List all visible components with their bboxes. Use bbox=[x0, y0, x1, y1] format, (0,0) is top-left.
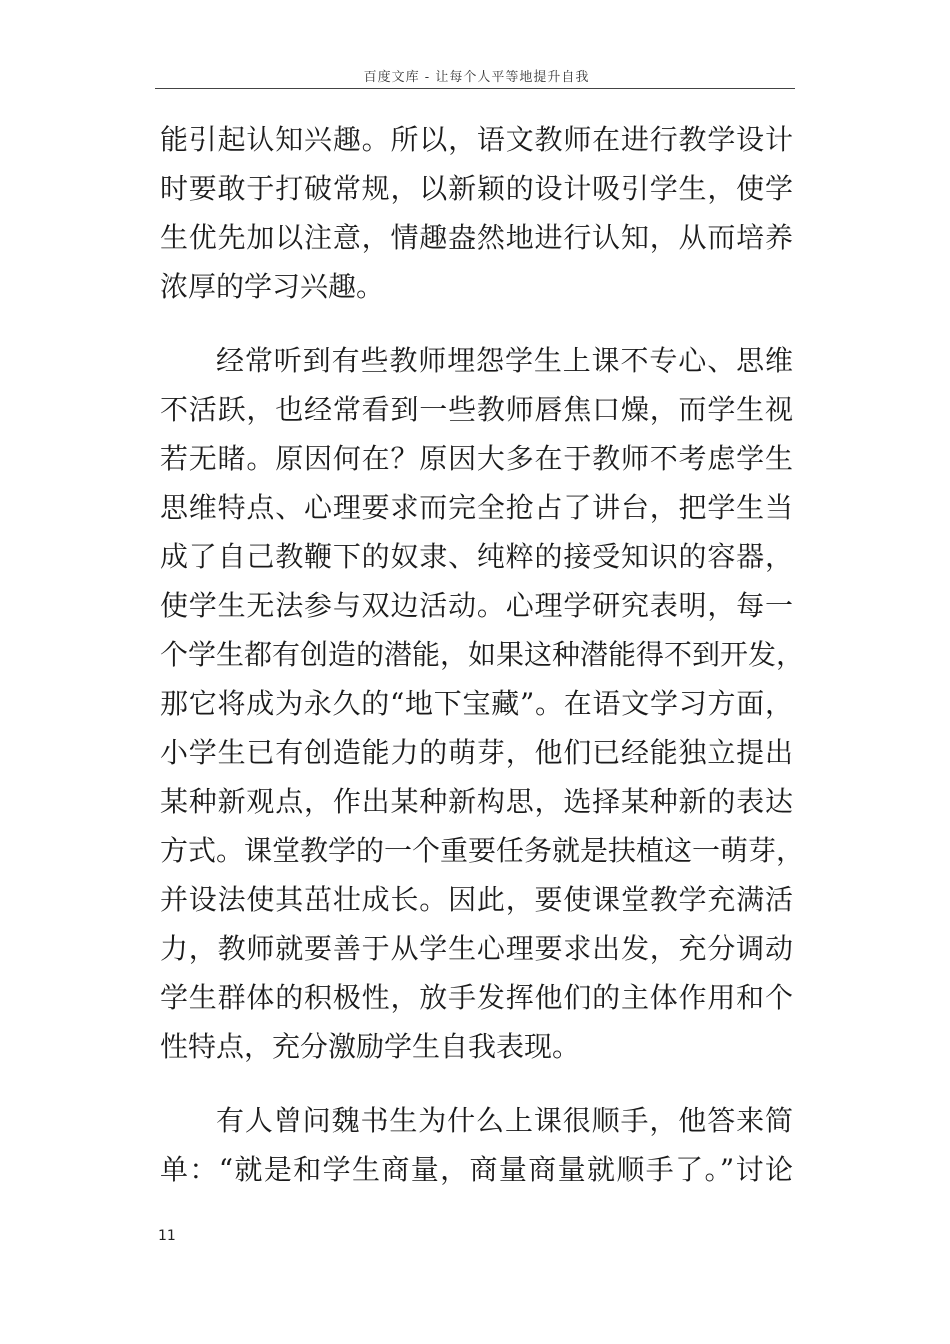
paragraph-gap bbox=[160, 311, 793, 336]
text-line: 有人曾问魏书生为什么上课很顺手，他答来简 bbox=[216, 1104, 793, 1137]
text-line: 小学生已有创造能力的萌芽，他们已经能独立提出 bbox=[160, 736, 793, 769]
page-header: 百度文库 - 让每个人平等地提升自我 bbox=[363, 70, 590, 85]
text-line: 生优先加以注意，情趣盎然地进行认知，从而培养 bbox=[160, 221, 793, 254]
text-line: 某种新观点，作出某种新构思，选择某种新的表达 bbox=[160, 785, 793, 818]
page-number: 11 bbox=[158, 1228, 176, 1244]
text-line: 成了自己教鞭下的奴隶、纯粹的接受知识的容器， bbox=[160, 540, 793, 573]
text-line: 个学生都有创造的潜能，如果这种潜能得不到开发， bbox=[160, 638, 805, 671]
document-body bbox=[160, 115, 805, 1194]
text-line: 力，教师就要善于从学生心理要求出发，充分调动 bbox=[160, 932, 793, 965]
text-line: 并设法使其茁壮成长。因此，要使课堂教学充满活 bbox=[160, 883, 793, 916]
text-line: 那它将成为永久的“地下宝藏”。在语文学习方面， bbox=[160, 687, 793, 720]
text-line: 使学生无法参与双边活动。心理学研究表明，每一 bbox=[160, 589, 793, 622]
paragraph bbox=[160, 1096, 793, 1194]
text-line: 方式。课堂教学的一个重要任务就是扶植这一萌芽， bbox=[160, 834, 805, 867]
text-line: 经常听到有些教师埋怨学生上课不专心、思维 bbox=[216, 344, 793, 377]
text-line: 不活跃，也经常看到一些教师唇焦口燥，而学生视 bbox=[160, 393, 793, 426]
text-line: 性特点，充分激励学生自我表现。 bbox=[160, 1030, 581, 1063]
header-rule bbox=[155, 88, 795, 89]
text-line: 时要敢于打破常规，以新颖的设计吸引学生，使学 bbox=[160, 172, 793, 205]
paragraph-gap bbox=[160, 1071, 793, 1096]
text-line: 浓厚的学习兴趣。 bbox=[160, 270, 385, 303]
text-line: 学生群体的积极性，放手发挥他们的主体作用和个 bbox=[160, 981, 793, 1014]
text-line: 能引起认知兴趣。所以，语文教师在进行教学设计 bbox=[160, 123, 793, 156]
paragraph bbox=[160, 115, 793, 311]
text-line: 思维特点、心理要求而完全抢占了讲台，把学生当 bbox=[160, 491, 793, 524]
text-line: 单：“就是和学生商量，商量商量就顺手了。”讨论 bbox=[160, 1153, 793, 1186]
paragraph bbox=[160, 336, 805, 1071]
text-line: 若无睹。原因何在？原因大多在于教师不考虑学生 bbox=[160, 442, 793, 475]
